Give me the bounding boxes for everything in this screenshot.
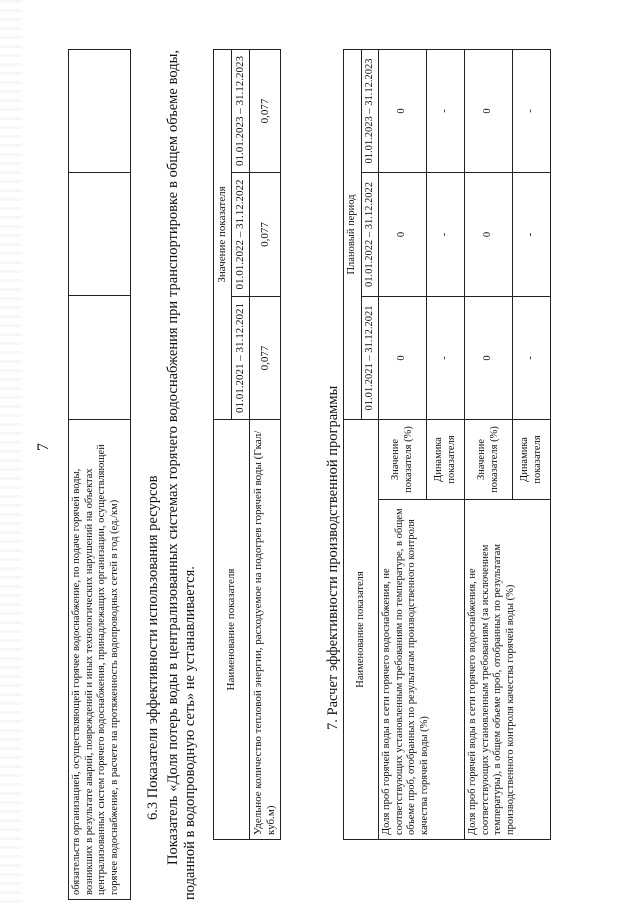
section-7-title: 7. Расчет эффективности производственной программы <box>325 385 341 730</box>
indicator-name: Доля проб горячей воды в сети горячего водоснабжения, не соответствующих установленным требованиям по температуре, в общем объеме проб, отобранных по результатам производственного контроля качества горячей воды (%) <box>379 500 465 840</box>
indicator-name: Доля проб горячей воды в сети горячего водоснабжения, не соответствующих установленным требованиям (за исключением температуры), в общем объеме проб, отобранных по результатам производственного контроля качества горячей воды (%) <box>465 500 551 840</box>
indicator-value: - <box>513 297 551 420</box>
rotated-document-content <box>68 0 568 900</box>
indicator-value: - <box>427 173 465 297</box>
indicator-value: 0 <box>465 297 513 420</box>
indicator-value: - <box>513 173 551 297</box>
period-header: 01.01.2021 – 31.12.2021 <box>232 297 250 420</box>
table-header-row <box>214 49 232 839</box>
resource-efficiency-table <box>213 49 281 840</box>
period-header: 01.01.2022 – 31.12.2022 <box>361 173 379 297</box>
name-column-header: Наименование показателя <box>214 420 250 840</box>
name-column-header: Наименование показателя <box>344 420 379 840</box>
indicator-value-cell <box>69 173 131 296</box>
indicator-value: 0,077 <box>250 49 281 172</box>
scan-edge-shadow <box>0 0 22 905</box>
indicator-value: - <box>427 297 465 420</box>
table-row <box>379 50 427 840</box>
indicator-value-cell <box>69 50 131 173</box>
indicator-name: Удельное количество тепловой энергии, расходуемое на подогрев горячей воды (Гкал/куб.м) <box>250 420 281 840</box>
period-header: 01.01.2022 – 31.12.2022 <box>232 173 250 297</box>
program-efficiency-table <box>343 49 551 840</box>
table-header-row <box>344 50 362 840</box>
value-column-header: Значение показателя <box>214 49 232 419</box>
sub-indicator-label: Динамика показателя <box>427 420 465 500</box>
indicator-value: 0,077 <box>250 173 281 297</box>
top-indicator-table <box>68 49 131 900</box>
sub-indicator-label: Значение показателя (%) <box>379 420 427 500</box>
indicator-value-cell <box>69 296 131 420</box>
indicator-value: 0 <box>465 173 513 297</box>
indicator-description: обязательств организацией, осуществляющей горячее водоснабжение, по подаче горячей воды, возникших в результате аварий, повреждений и иных технологических нарушений на объектах централизованных систем горячего водоснабжения, принадлежащих организации, осуществляющей горячее водоснабжение, в расчете на протяженность водопроводных сетей в год (ед./км) <box>69 420 131 900</box>
period-header: 01.01.2021 – 31.12.2021 <box>361 297 379 420</box>
sub-indicator-label: Динамика показателя <box>513 420 551 500</box>
section-6-3-paragraph: Показатель «Доля потерь воды в централизованных системах горячего водоснабжения при транспортировке в общем объеме воды, поданной в водопроводную сеть» не устанавливается. <box>165 50 198 900</box>
planned-period-header: Плановый период <box>344 50 362 420</box>
indicator-value: 0 <box>379 50 427 173</box>
indicator-value: - <box>513 50 551 173</box>
sub-indicator-label: Значение показателя (%) <box>465 420 513 500</box>
period-header: 01.01.2023 – 31.12.2023 <box>232 49 250 172</box>
period-header: 01.01.2023 – 31.12.2023 <box>361 50 379 173</box>
indicator-value: 0 <box>465 50 513 173</box>
page-number: 7 <box>35 443 52 451</box>
table-row <box>250 49 281 839</box>
section-6-3-title: 6.3 Показатели эффективности использования ресурсов <box>145 475 161 820</box>
indicator-value: 0,077 <box>250 297 281 420</box>
indicator-value: - <box>427 50 465 173</box>
indicator-value: 0 <box>379 297 427 420</box>
table-row <box>69 50 131 900</box>
table-row <box>465 50 513 840</box>
indicator-value: 0 <box>379 173 427 297</box>
